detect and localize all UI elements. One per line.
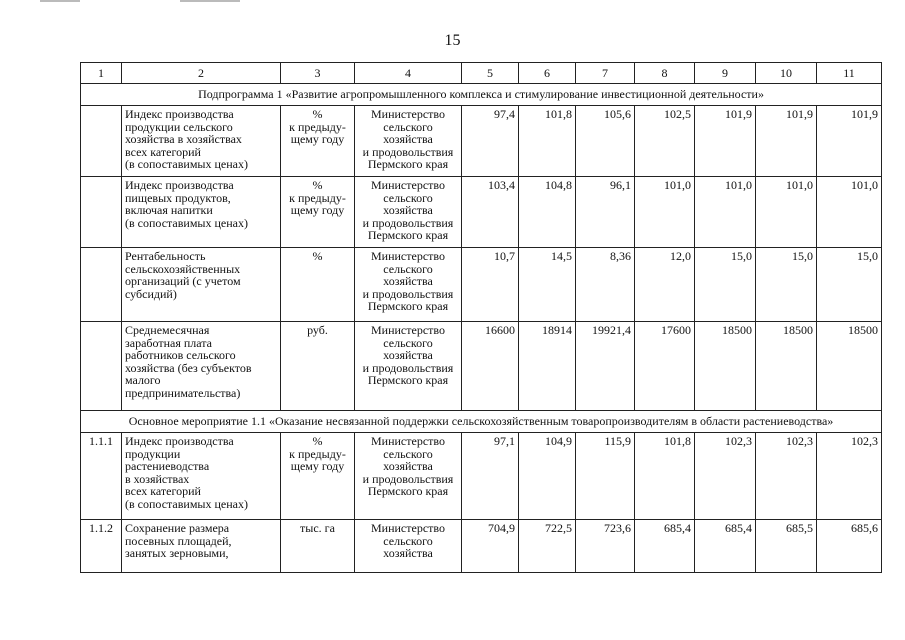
table-row: [81, 322, 882, 411]
value-cell: 685,4: [635, 520, 695, 573]
unit-cell: %: [281, 248, 355, 322]
unit-cell: % к предыду- щему году: [281, 177, 355, 248]
indicators-table: [80, 62, 882, 573]
section-row: [81, 84, 882, 106]
value-cell: 18500: [756, 322, 817, 411]
unit-cell: % к предыду- щему году: [281, 106, 355, 177]
row-number: [81, 322, 122, 411]
value-cell: 101,0: [635, 177, 695, 248]
row-number: 1.1.1: [81, 433, 122, 520]
value-cell: 15,0: [817, 248, 882, 322]
value-cell: 97,1: [462, 433, 519, 520]
value-cell: 104,8: [519, 177, 576, 248]
value-cell: 685,4: [695, 520, 756, 573]
column-number-row: [81, 63, 882, 84]
row-number: 1.1.2: [81, 520, 122, 573]
page-number: 15: [444, 32, 461, 49]
agency-cell: Министерство сельского хозяйства и продовольствия Пермского края: [355, 433, 462, 520]
column-number: 5: [462, 63, 519, 84]
column-number: 2: [122, 63, 281, 84]
value-cell: 12,0: [635, 248, 695, 322]
subprogram-title: Подпрограмма 1 «Развитие агропромышленного комплекса и стимулирование инвестиционной деятельности»: [81, 84, 882, 106]
value-cell: 102,5: [635, 106, 695, 177]
value-cell: 723,6: [576, 520, 635, 573]
value-cell: 722,5: [519, 520, 576, 573]
unit-cell: тыс. га: [281, 520, 355, 573]
value-cell: 96,1: [576, 177, 635, 248]
value-cell: 18500: [695, 322, 756, 411]
value-cell: 18914: [519, 322, 576, 411]
value-cell: 104,9: [519, 433, 576, 520]
value-cell: 685,5: [756, 520, 817, 573]
row-number: [81, 177, 122, 248]
value-cell: 19921,4: [576, 322, 635, 411]
column-number: 7: [576, 63, 635, 84]
agency-cell: Министерство сельского хозяйства: [355, 520, 462, 573]
value-cell: 101,9: [756, 106, 817, 177]
row-number: [81, 106, 122, 177]
unit-cell: % к предыду- щему году: [281, 433, 355, 520]
table-row: [81, 520, 882, 573]
agency-cell: Министерство сельского хозяйства и продовольствия Пермского края: [355, 322, 462, 411]
main-event-title: Основное мероприятие 1.1 «Оказание несвязанной поддержки сельскохозяйственным товаропроизводителям в области растениеводства»: [81, 411, 882, 433]
scan-artifact: [180, 0, 240, 2]
value-cell: 102,3: [817, 433, 882, 520]
value-cell: 103,4: [462, 177, 519, 248]
value-cell: 101,9: [695, 106, 756, 177]
indicator-name: Среднемесячная заработная плата работников сельского хозяйства (без субъектов малого предпринимательства): [122, 322, 281, 411]
value-cell: 115,9: [576, 433, 635, 520]
column-number: 11: [817, 63, 882, 84]
table-row: [81, 248, 882, 322]
value-cell: 685,6: [817, 520, 882, 573]
column-number: 8: [635, 63, 695, 84]
table-row: [81, 177, 882, 248]
value-cell: 10,7: [462, 248, 519, 322]
value-cell: 102,3: [695, 433, 756, 520]
value-cell: 15,0: [756, 248, 817, 322]
scan-artifact: [40, 0, 80, 2]
column-number: 3: [281, 63, 355, 84]
value-cell: 704,9: [462, 520, 519, 573]
column-number: 10: [756, 63, 817, 84]
value-cell: 101,0: [817, 177, 882, 248]
column-number: 4: [355, 63, 462, 84]
value-cell: 97,4: [462, 106, 519, 177]
unit-cell: руб.: [281, 322, 355, 411]
table-row: [81, 106, 882, 177]
section-row: [81, 411, 882, 433]
value-cell: 102,3: [756, 433, 817, 520]
value-cell: 101,0: [695, 177, 756, 248]
value-cell: 17600: [635, 322, 695, 411]
value-cell: 101,9: [817, 106, 882, 177]
agency-cell: Министерство сельского хозяйства и продовольствия Пермского края: [355, 248, 462, 322]
value-cell: 101,8: [519, 106, 576, 177]
value-cell: 105,6: [576, 106, 635, 177]
value-cell: 8,36: [576, 248, 635, 322]
value-cell: 14,5: [519, 248, 576, 322]
indicator-name: Сохранение размера посевных площадей, занятых зерновыми,: [122, 520, 281, 573]
value-cell: 101,0: [756, 177, 817, 248]
row-number: [81, 248, 122, 322]
column-number: 9: [695, 63, 756, 84]
column-number: 1: [81, 63, 122, 84]
value-cell: 18500: [817, 322, 882, 411]
table-row: [81, 433, 882, 520]
value-cell: 16600: [462, 322, 519, 411]
agency-cell: Министерство сельского хозяйства и продовольствия Пермского края: [355, 177, 462, 248]
indicator-name: Рентабельность сельскохозяйственных организаций (с учетом субсидий): [122, 248, 281, 322]
value-cell: 15,0: [695, 248, 756, 322]
value-cell: 101,8: [635, 433, 695, 520]
indicator-name: Индекс производства продукции растениеводства в хозяйствах всех категорий (в сопоставимых ценах): [122, 433, 281, 520]
column-number: 6: [519, 63, 576, 84]
agency-cell: Министерство сельского хозяйства и продовольствия Пермского края: [355, 106, 462, 177]
indicator-name: Индекс производства продукции сельского хозяйства в хозяйствах всех категорий (в сопоставимых ценах): [122, 106, 281, 177]
indicator-name: Индекс производства пищевых продуктов, включая напитки (в сопоставимых ценах): [122, 177, 281, 248]
